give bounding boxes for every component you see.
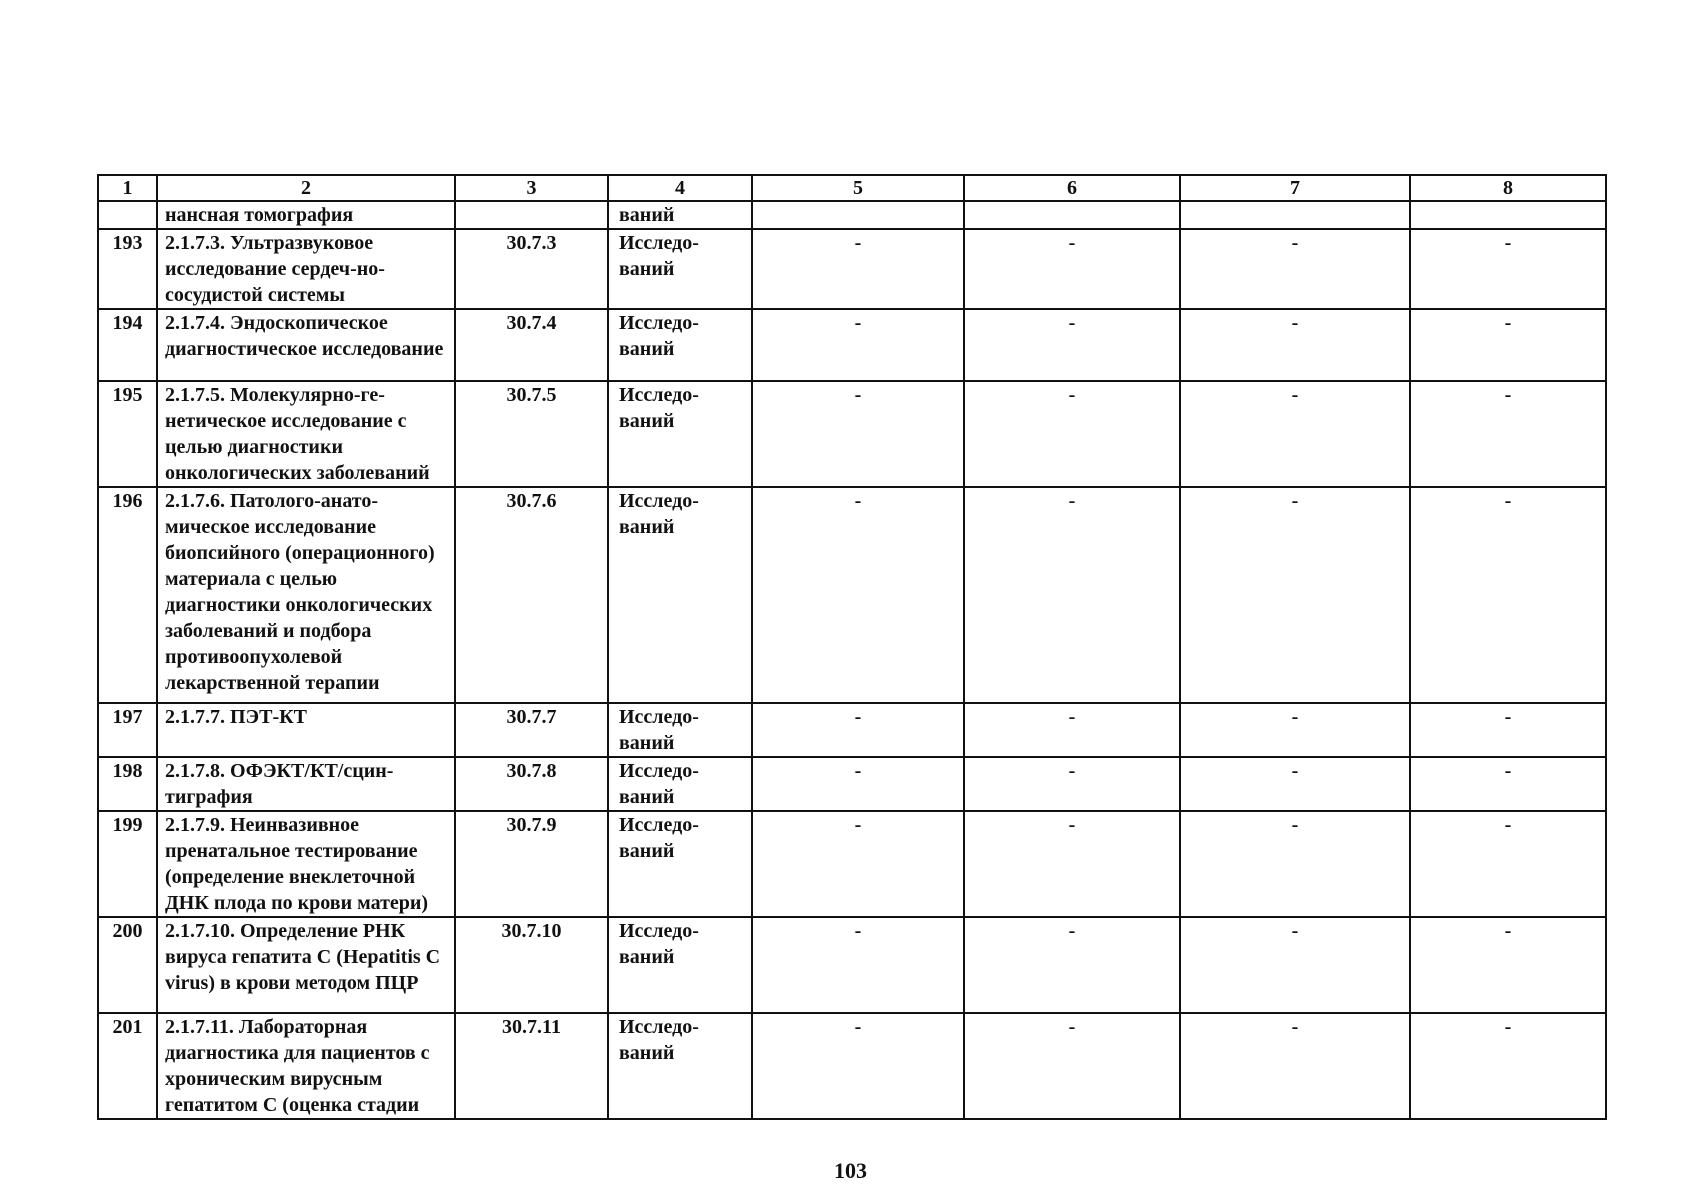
unit-of-measure: Исследо-ваний [608, 309, 752, 381]
unit-of-measure: ваний [608, 201, 752, 229]
value-col-6: - [964, 811, 1180, 917]
value-col-5: - [752, 229, 964, 309]
value-col-8: - [1410, 811, 1606, 917]
item-name: 2.1.7.10. Определение РНК вируса гепатита C (Hepatitis C virus) в крови методом ПЦР [157, 917, 455, 1013]
row-code [455, 201, 608, 229]
column-header: 4 [608, 175, 752, 201]
item-name: 2.1.7.9. Неинвазивное пренатальное тестирование (определение внеклеточной ДНК плода по крови матери) [157, 811, 455, 917]
column-header: 8 [1410, 175, 1606, 201]
header-row [98, 175, 1606, 201]
row-number: 195 [98, 381, 157, 487]
table-row [98, 703, 1606, 757]
row-number: 201 [98, 1013, 157, 1119]
row-code: 30.7.8 [455, 757, 608, 811]
value-col-8: - [1410, 487, 1606, 703]
table-row [98, 811, 1606, 917]
item-name: 2.1.7.3. Ультразвуковое исследование сердеч-но-сосудистой системы [157, 229, 455, 309]
table-row [98, 381, 1606, 487]
value-col-5: - [752, 309, 964, 381]
data-table [97, 174, 1607, 1120]
unit-of-measure: Исследо-ваний [608, 381, 752, 487]
item-name: 2.1.7.8. ОФЭКТ/КТ/сцин-тиграфия [157, 757, 455, 811]
row-code: 30.7.6 [455, 487, 608, 703]
row-number: 198 [98, 757, 157, 811]
value-col-5: - [752, 811, 964, 917]
value-col-8: - [1410, 381, 1606, 487]
value-col-6 [964, 201, 1180, 229]
value-col-6: - [964, 757, 1180, 811]
item-name: 2.1.7.11. Лабораторная диагностика для пациентов с хроническим вирусным гепатитом C (оценка стадии [157, 1013, 455, 1119]
row-number: 200 [98, 917, 157, 1013]
value-col-5: - [752, 917, 964, 1013]
value-col-6: - [964, 229, 1180, 309]
value-col-7: - [1180, 917, 1410, 1013]
table-row [98, 201, 1606, 229]
value-col-7: - [1180, 811, 1410, 917]
item-name: 2.1.7.6. Патолого-анато-мическое исследование биопсийного (операционного) материала с целью диагностики онкологических заболеваний и подбора противоопухолевой лекарственной терапии [157, 487, 455, 703]
row-code: 30.7.9 [455, 811, 608, 917]
item-name: нансная томография [157, 201, 455, 229]
row-code: 30.7.11 [455, 1013, 608, 1119]
value-col-6: - [964, 917, 1180, 1013]
row-code: 30.7.10 [455, 917, 608, 1013]
value-col-7: - [1180, 309, 1410, 381]
column-header: 1 [98, 175, 157, 201]
value-col-6: - [964, 703, 1180, 757]
value-col-5: - [752, 757, 964, 811]
value-col-7: - [1180, 757, 1410, 811]
value-col-6: - [964, 309, 1180, 381]
value-col-8: - [1410, 703, 1606, 757]
page-number: 103 [834, 1158, 867, 1183]
item-name: 2.1.7.4. Эндоскопическое диагностическое исследование [157, 309, 455, 381]
row-number: 199 [98, 811, 157, 917]
table-row [98, 487, 1606, 703]
table-row [98, 309, 1606, 381]
unit-of-measure: Исследо-ваний [608, 757, 752, 811]
value-col-5: - [752, 487, 964, 703]
value-col-8 [1410, 201, 1606, 229]
value-col-7: - [1180, 487, 1410, 703]
row-number: 194 [98, 309, 157, 381]
row-number: 196 [98, 487, 157, 703]
value-col-8: - [1410, 309, 1606, 381]
row-code: 30.7.3 [455, 229, 608, 309]
value-col-5: - [752, 381, 964, 487]
column-header: 5 [752, 175, 964, 201]
value-col-7: - [1180, 381, 1410, 487]
row-number: 193 [98, 229, 157, 309]
value-col-6: - [964, 1013, 1180, 1119]
value-col-8: - [1410, 917, 1606, 1013]
unit-of-measure: Исследо-ваний [608, 917, 752, 1013]
row-code: 30.7.7 [455, 703, 608, 757]
table-row [98, 229, 1606, 309]
value-col-5 [752, 201, 964, 229]
value-col-5: - [752, 703, 964, 757]
table-row [98, 917, 1606, 1013]
unit-of-measure: Исследо-ваний [608, 811, 752, 917]
value-col-8: - [1410, 1013, 1606, 1119]
row-number [98, 201, 157, 229]
column-header: 3 [455, 175, 608, 201]
value-col-6: - [964, 487, 1180, 703]
value-col-6: - [964, 381, 1180, 487]
item-name: 2.1.7.7. ПЭТ-КТ [157, 703, 455, 757]
value-col-8: - [1410, 229, 1606, 309]
value-col-7 [1180, 201, 1410, 229]
column-header: 6 [964, 175, 1180, 201]
row-number: 197 [98, 703, 157, 757]
table-row [98, 757, 1606, 811]
value-col-7: - [1180, 1013, 1410, 1119]
column-header: 2 [157, 175, 455, 201]
unit-of-measure: Исследо-ваний [608, 487, 752, 703]
unit-of-measure: Исследо-ваний [608, 703, 752, 757]
value-col-7: - [1180, 229, 1410, 309]
value-col-7: - [1180, 703, 1410, 757]
table-row [98, 1013, 1606, 1119]
row-code: 30.7.5 [455, 381, 608, 487]
value-col-5: - [752, 1013, 964, 1119]
value-col-8: - [1410, 757, 1606, 811]
row-code: 30.7.4 [455, 309, 608, 381]
column-header: 7 [1180, 175, 1410, 201]
unit-of-measure: Исследо-ваний [608, 1013, 752, 1119]
item-name: 2.1.7.5. Молекулярно-ге-нетическое исследование с целью диагностики онкологических заболеваний [157, 381, 455, 487]
unit-of-measure: Исследо-ваний [608, 229, 752, 309]
